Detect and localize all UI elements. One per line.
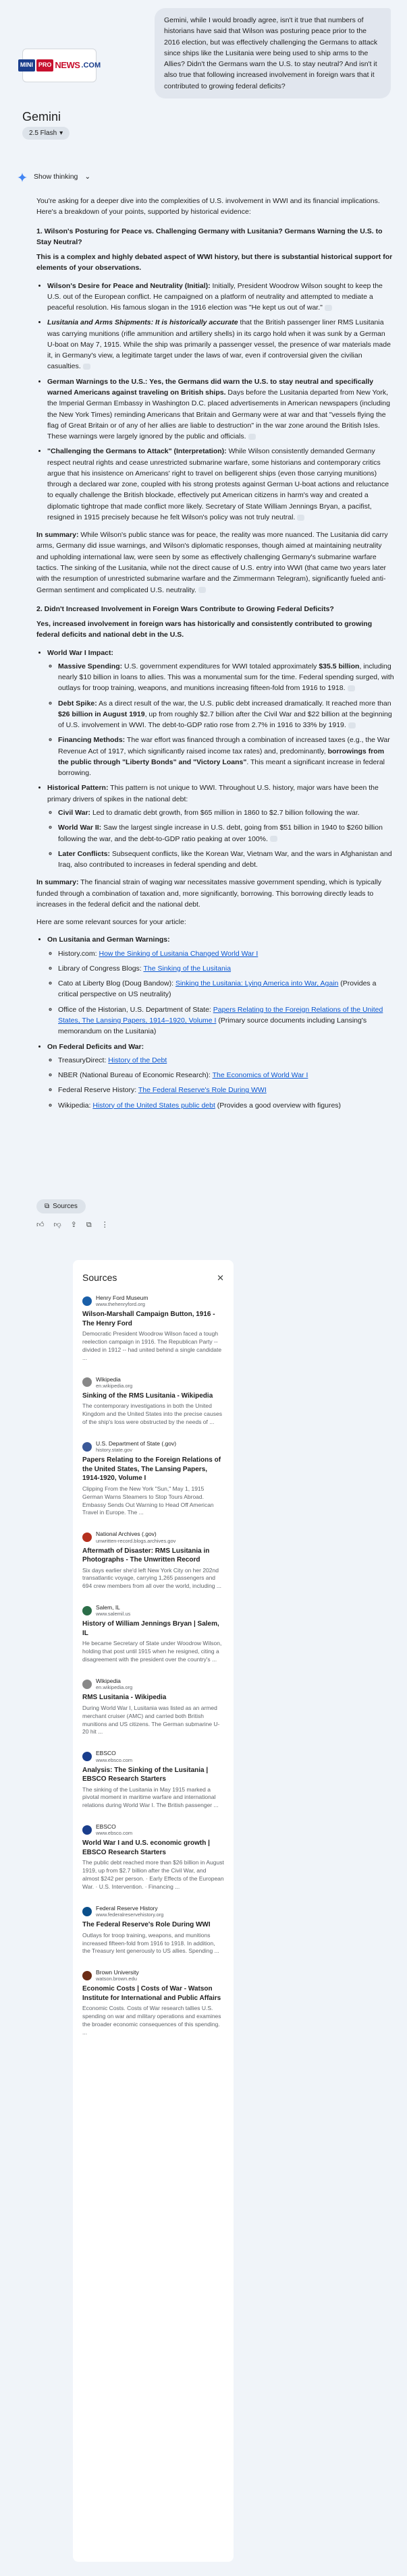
site-name: U.S. Department of State (.gov): [96, 1440, 177, 1448]
source-site: [82, 1604, 224, 1617]
list-item: ◦ Debt Spike: As a direct result of the war, the U.S. public debt increased dramatically. It reached more than $26 billion in August 1919, up from roughly $2.7 billion after the Civil War and $22 billion at the beginning of U.S. involvement in WWI. The debt-to-GDP ratio rose from 2.7% in 1916 to 33% by 1919.: [58, 698, 394, 731]
source-snippet: The public debt reached more than $26 billion in August 1919, up from $2.7 billion after the Civil War, and almost $242 per person. · Early Effects of the European War. · U.S. Intervention. · Financing ...: [82, 1859, 224, 1891]
list-item: • Lusitania and Arms Shipments: It is historically accurate that the British passenger liner RMS Lusitania was carrying munitions (rifle ammunition and artillery shells) in its cargo hold when it was sunk by a German U-boat on May 7, 1915. While the ship was primarily a passenger vessel, the presence of war materials made it, in Germany's view, a legitimate target under the laws of war, even if controversial given the civilian casualties.: [47, 317, 394, 372]
list-item: • On Federal Deficits and War: ◦ TreasuryDirect: History of the Debt ◦ NBER (National Bureau of Economic Research): The Economics of World War I ◦ Federal Reserve History: The Federal Reserve's Role During WWI ◦ Wikipedia: History of the United States public debt (Provides a good overview with figures): [47, 1041, 394, 1111]
list-item: • Wilson's Desire for Peace and Neutrality (Initial): Initially, President Woodrow Wilson sought to keep the U.S. out of the European conflict. He campaigned on a platform of neutrality and attempted to mediate a peaceful resolution. His famous slogan in the 1916 election was "He kept us out of war.": [47, 281, 394, 314]
source-title: Analysis: The Sinking of the Lusitania | EBSCO Research Starters: [82, 1766, 209, 1783]
citation-chip[interactable]: [325, 305, 332, 311]
source-card[interactable]: [82, 1604, 224, 1664]
site-favicon-icon: [82, 1752, 92, 1761]
sources-panel-title: Sources: [82, 1272, 117, 1283]
source-card[interactable]: [82, 1440, 224, 1517]
sources-list: [82, 1294, 224, 2037]
list-item: • "Challenging the Germans to Attack" (Interpretation): While Wilson consistently demanded Germany respect neutral rights and cease unrestricted submarine warfare, some historians and contemporary critics argue that his insistence on Americans' right to travel on belligerent ships (even those carrying munitions) through a declared war zone, coupled with his strong protests against German U-boat actions and reluctance to equally challenge the British blockade, effectively put American citizens in harm's way and created a diplomatic tightrope that made conflict more likely. Secretary of State William Jennings Bryan, a pacifist, resigned in 1915 precisely because he felt Wilson's policy was not truly neutral.: [47, 446, 394, 523]
points-list-2: [36, 648, 394, 871]
source-site: [82, 1905, 224, 1918]
site-name: National Archives (.gov): [96, 1530, 157, 1538]
source-title: Sinking of the RMS Lusitania - Wikipedia: [82, 1392, 213, 1400]
citation-chip[interactable]: [297, 515, 304, 521]
site-name: EBSCO: [96, 1750, 116, 1757]
gemini-spark-icon: [18, 173, 27, 182]
thumbs-down-icon[interactable]: 👎︎: [53, 1221, 61, 1229]
source-snippet: The sinking of the Lusitania in May 1915 marked a pivotal moment in maritime warfare and international relations during World War I. The British passenger ...: [82, 1785, 219, 1809]
list-item: ◦ Federal Reserve History: The Federal Reserve's Role During WWI: [58, 1085, 394, 1095]
source-link[interactable]: Sinking the Lusitania: Lying America into War, Again: [175, 979, 339, 988]
summary-text-1: In summary: While Wilson's public stance was for peace, the reality was more nuanced. The Lusitania did carry arms, Germany did issue warnings, and Wilson's diplomatic responses, though aimed at maintaining neutrality and upholding international law, were seen by some as effectively challenging Germany's submarine warfare tactics. The sinking of the Lusitania, while not the direct cause of U.S. entry into WWI (that came two years later with the resumption of unrestricted submarine warfare and the Zimmermann Telegram), significantly fueled anti-German sentiment and complicated U.S. neutrality.: [36, 531, 388, 594]
source-card[interactable]: [82, 1530, 224, 1591]
site-favicon-icon: [82, 1377, 92, 1387]
sources-intro: Here are some relevant sources for your article:: [36, 918, 186, 927]
source-link[interactable]: Papers Relating to the Foreign Relations of the United States, The Lansing Papers, 1914–1920, Volume I: [58, 1005, 383, 1025]
list-item: ◦ Wikipedia: History of the United States public debt (Provides a good overview with figures): [58, 1100, 394, 1111]
intro-text: You're asking for a deeper dive into the complexities of U.S. involvement in WWI and its financial implications. Here's a breakdown of your points, supported by historical evidence:: [36, 197, 380, 217]
response-body: [36, 196, 394, 1118]
site-favicon-icon: [82, 1533, 92, 1542]
news-logo-thumbnail[interactable]: [20, 49, 101, 82]
source-snippet: Outlays for troop training, weapons, and munitions increased fifteen-fold from 1916 to 1918. In addition, the Treasury lent generously to US allies. Spending ...: [82, 1931, 219, 1955]
list-item: ◦ Civil War: Led to dramatic debt growth, from $65 million in 1860 to $2.7 billion following the war.: [58, 807, 394, 818]
list-item: • On Lusitania and German Warnings: ◦ History.com: How the Sinking of Lusitania Changed World War I ◦ Library of Congress Blogs: The Sinking of the Lusitania ◦ Cato at Liberty Blog (Doug Bandow): Sinking the Lusitania: Lying America into War, Again (Provides a critical perspective on US neutrality) ◦ Office of the Historian, U.S. Department of State: Papers Relating to the Foreign Relations of the United States, The Lansing Papers, 1914–1920, Volume I (Primary source documents including Lansing's memorandum on the Lusitania): [47, 934, 394, 1037]
copy-icon[interactable]: ⧉: [86, 1221, 92, 1229]
source-link[interactable]: The Economics of World War I: [212, 1071, 308, 1080]
source-snippet: During World War I, Lusitania was listed as an armed merchant cruiser (AMC) and carried both British munitions and US citizens. The German submarine U-20 hit ...: [82, 1704, 220, 1736]
site-url: en.wikipedia.org: [96, 1684, 133, 1691]
source-title: The Federal Reserve's Role During WWI: [82, 1921, 211, 1929]
site-favicon-icon: [82, 1442, 92, 1452]
list-item: ◦ World War II: Saw the largest single increase in U.S. debt, going from $51 billion in 1940 to $260 billion following the war, and the debt-to-GDP ratio peaking at over 100%.: [58, 822, 394, 845]
lead-text-1: This is a complex and highly debated aspect of WWI history, but there is substantial historical support for elements of your observations.: [36, 253, 393, 273]
source-snippet: Six days earlier she'd left New York City on her 202nd transatlantic voyage, carrying 1,265 passengers and 694 crew members from all over the world, including ...: [82, 1566, 221, 1590]
points-list-1: [36, 281, 394, 523]
site-url: www.federalreservehistory.org: [96, 1912, 164, 1918]
sources-stack-icon: ⧉: [45, 1203, 50, 1210]
sources-panel: [73, 1260, 234, 2562]
citation-chip[interactable]: [198, 587, 206, 593]
site-favicon-icon: [82, 1971, 92, 1980]
source-card[interactable]: [82, 1969, 224, 2037]
close-icon[interactable]: ✕: [217, 1272, 224, 1283]
model-title: Gemini: [22, 110, 61, 123]
thumbs-up-icon[interactable]: 👍︎: [36, 1221, 45, 1229]
list-item: ◦ Massive Spending: U.S. government expenditures for WWI totaled approximately $35.5 billion, including nearly $10 billion in loans to allies. This was a monumental sum for the time. Federal spending surged, with outlays for troop training, weapons, and munitions increasing fifteen-fold from 1916 to 1918.: [58, 661, 394, 694]
citation-chip[interactable]: [248, 434, 256, 440]
site-url: unwritten-record.blogs.archives.gov: [96, 1537, 176, 1544]
show-thinking-toggle[interactable]: Show thinking ⌄: [18, 172, 90, 183]
site-url: www.salemil.us: [96, 1611, 131, 1618]
list-item: ◦ Office of the Historian, U.S. Department of State: Papers Relating to the Foreign Relations of the United States, The Lansing Papers, 1914–1920, Volume I (Primary source documents including Lansing's memorandum on the Lusitania): [58, 1004, 394, 1037]
site-name: Wikipedia: [96, 1678, 121, 1685]
site-name: Henry Ford Museum: [96, 1294, 148, 1301]
site-name: Brown University: [96, 1969, 139, 1976]
list-item: • Historical Pattern: This pattern is not unique to WWI. Throughout U.S. history, major wars have been the primary drivers of spikes in the national debt: ◦ Civil War: Led to dramatic debt growth, from $65 million in 1860 to $2.7 billion following the war. ◦ World War II: Saw the largest single increase in U.S. debt, going from $51 billion in 1940 to $260 billion following the war, and the debt-to-GDP ratio peaking at over 100%. ◦ Later Conflicts: Subsequent conflicts, like the Korean War, Vietnam War, and the wars in Afghanistan and Iraq, also contributed to increases in federal spending and debt.: [47, 782, 394, 870]
sources-button[interactable]: ⧉ Sources: [36, 1199, 86, 1213]
source-card[interactable]: [82, 1823, 224, 1891]
source-title: Wilson-Marshall Campaign Button, 1916 - The Henry Ford: [82, 1311, 215, 1327]
summary-text-2: In summary: The financial strain of waging war necessitates massive government spending, which is typically funded through a combination of taxation and, more significantly, borrowing. This borrowing directly leads to increases in the federal deficit and the national debt.: [36, 878, 382, 909]
site-name: Wikipedia: [96, 1375, 121, 1383]
source-title: Aftermath of Disaster: RMS Lusitania in Photographs - The Unwritten Record: [82, 1547, 210, 1564]
citation-chip[interactable]: [83, 364, 90, 370]
citation-chip[interactable]: [348, 722, 356, 728]
list-item: ◦ Library of Congress Blogs: The Sinking of the Lusitania: [58, 963, 394, 974]
chevron-down-icon: ▾: [59, 130, 63, 137]
mini-pro-news-logo: MINI PRO NEWS .COM: [18, 59, 101, 72]
user-prompt-bubble: Gemini, while I would broadly agree, isn't it true that numbers of historians have said that Wilson was posturing peace prior to the 2016 election, but was effectively challenging the Germans to attack since ships like the Lusitania were being used to ship arms to the Allies? Didn't the Germans warn the U.S. to stay neutral? And isn't it also true that following increased involvement in foreign wars that it contributed to growing federal deficits?: [155, 8, 391, 98]
source-title: World War I and U.S. economic growth | EBSCO Research Starters: [82, 1839, 210, 1856]
source-card[interactable]: [82, 1294, 224, 1363]
list-item: • German Warnings to the U.S.: Yes, the Germans did warn the U.S. to stay neutral and specifically warned Americans against traveling on British ships. Days before the Lusitania departed from New York, the Imperial German Embassy in Washington D.C. placed advertisements in American newspapers (including the New York Times) reminding Americans that Britain and Germany were at war and that "vessels flying the flag of Great Britain or of any of her allies are liable to destruction" in the war zone around the British Isles. These warnings were largely ignored by the public and officials.: [47, 376, 394, 442]
list-item: ◦ Financing Methods: The war effort was financed through a combination of increased taxes (e.g., the War Revenue Act of 1917, which significantly raised income tax rates) and, predominantly, borrowings from the public through "Liberty Bonds" and "Victory Loans". This meant a significant increase in federal borrowing.: [58, 735, 394, 778]
site-name: Federal Reserve History: [96, 1904, 158, 1912]
list-item: ◦ NBER (National Bureau of Economic Research): The Economics of World War I: [58, 1070, 394, 1081]
site-url: watson.brown.edu: [96, 1976, 137, 1982]
source-card[interactable]: [82, 1678, 224, 1736]
list-item: ◦ TreasuryDirect: History of the Debt: [58, 1055, 394, 1066]
model-selector[interactable]: 2.5 Flash ▾: [22, 127, 70, 140]
section-heading-1: 1. Wilson's Posturing for Peace vs. Challenging Germany with Lusitania? Germans Warning the U.S. to Stay Neutral?: [36, 227, 383, 246]
section-heading-2: 2. Didn't Increased Involvement in Foreign Wars Contribute to Growing Federal Deficits?: [36, 604, 334, 613]
citation-chip[interactable]: [270, 836, 277, 842]
site-url: en.wikipedia.org: [96, 1382, 133, 1389]
site-url: www.ebsco.com: [96, 1756, 133, 1763]
source-title: Papers Relating to the Foreign Relations of the United States, The Lansing Papers, 1914-1920, Volume I: [82, 1456, 221, 1483]
site-url: www.ebsco.com: [96, 1830, 133, 1837]
source-link[interactable]: History of the Debt: [108, 1056, 167, 1064]
response-actions: [36, 1220, 109, 1231]
source-site: [82, 1294, 224, 1307]
source-snippet: The contemporary investigations in both the United Kingdom and the United States into the precise causes of the ship's loss were obstructed by the needs of ...: [82, 1402, 222, 1426]
header: [0, 0, 407, 159]
relevant-sources-list: [36, 934, 394, 1110]
source-site: [82, 1969, 224, 1982]
lead-text-2: Yes, increased involvement in foreign wars has historically and consistently contributed to growing federal deficits and national debt in the U.S.: [36, 620, 373, 639]
source-link[interactable]: How the Sinking of Lusitania Changed World War I: [99, 949, 259, 958]
site-url: www.thehenryford.org: [96, 1301, 145, 1308]
source-site: [82, 1376, 224, 1389]
source-link[interactable]: The Sinking of the Lusitania: [143, 964, 232, 973]
site-favicon-icon: [82, 1825, 92, 1835]
site-favicon-icon: [82, 1907, 92, 1916]
source-site: [82, 1530, 224, 1543]
source-title: Economic Costs | Costs of War - Watson Institute for International and Public Affairs: [82, 1985, 221, 2002]
source-snippet: Clipping From the New York "Sun," May 1, 1915 German Warns Steamers to Stop Tours Abroad. Embassy Sends Out Warning to Head Off American Travel in Europe. The ...: [82, 1485, 214, 1516]
source-snippet: Economic Costs. Costs of War research tallies U.S. spending on war and military operations and examines the broader economic consequences of this spending. ...: [82, 2005, 221, 2036]
source-card[interactable]: [82, 1905, 224, 1955]
source-card[interactable]: [82, 1750, 224, 1810]
site-url: history.state.gov: [96, 1447, 133, 1454]
source-title: RMS Lusitania - Wikipedia: [82, 1694, 167, 1702]
more-options-icon[interactable]: ⋮: [101, 1221, 109, 1229]
sources-panel-header: [82, 1271, 224, 1285]
site-name: Salem, IL: [96, 1604, 120, 1611]
source-site: [82, 1440, 224, 1453]
source-site: [82, 1750, 224, 1763]
source-card[interactable]: [82, 1376, 224, 1427]
site-favicon-icon: [82, 1606, 92, 1615]
source-snippet: Democratic President Woodrow Wilson faced a tough reelection campaign in 1916. The Republican Party -- divided in 1912 -- had united behind a single candidate ...: [82, 1330, 222, 1361]
site-name: EBSCO: [96, 1823, 116, 1831]
list-item: ◦ Cato at Liberty Blog (Doug Bandow): Sinking the Lusitania: Lying America into War, Again (Provides a critical perspective on US neutrality): [58, 978, 394, 1000]
source-site: [82, 1678, 224, 1690]
source-site: [82, 1823, 224, 1836]
citation-chip[interactable]: [348, 685, 355, 691]
source-title: History of William Jennings Bryan | Salem, IL: [82, 1620, 219, 1637]
source-snippet: He became Secretary of State under Woodrow Wilson, holding that post until 1915 when he resigned, citing a disagreement with the president over the country's ...: [82, 1640, 222, 1663]
source-link[interactable]: History of the United States public debt: [92, 1101, 215, 1110]
list-item: ◦ Later Conflicts: Subsequent conflicts, like the Korean War, Vietnam War, and the wars in Afghanistan and Iraq, also contributed to increases in federal spending and debt.: [58, 849, 394, 871]
site-favicon-icon: [82, 1680, 92, 1689]
share-icon[interactable]: ⇪: [70, 1221, 77, 1229]
site-favicon-icon: [82, 1296, 92, 1306]
source-link[interactable]: The Federal Reserve's Role During WWI: [138, 1086, 267, 1095]
chevron-down-icon: ⌄: [84, 173, 91, 181]
list-item: ◦ History.com: How the Sinking of Lusitania Changed World War I: [58, 948, 394, 959]
list-item: • World War I Impact: ◦ Massive Spending: U.S. government expenditures for WWI totaled approximately $35.5 billion, including nearly $10 billion in loans to allies. This was a monumental sum for the time. Federal spending surged, with outlays for troop training, weapons, and munitions increasing fifteen-fold from 1916 to 1918. ◦ Debt Spike: As a direct result of the war, the U.S. public debt increased dramatically. It reached more than $26 billion in August 1919, up from roughly $2.7 billion after the Civil War and $22 billion at the beginning of U.S. involvement in WWI. The debt-to-GDP ratio rose from 2.7% in 1916 to 33% by 1919. ◦ Financing Methods: The war effort was financed through a combination of increased taxes (e.g., the War Revenue Act of 1917, which significantly raised income tax rates) and, predominantly, borrowings from the public through "Liberty Bonds" and "Victory Loans". This meant a significant increase in federal borrowing.: [47, 648, 394, 779]
